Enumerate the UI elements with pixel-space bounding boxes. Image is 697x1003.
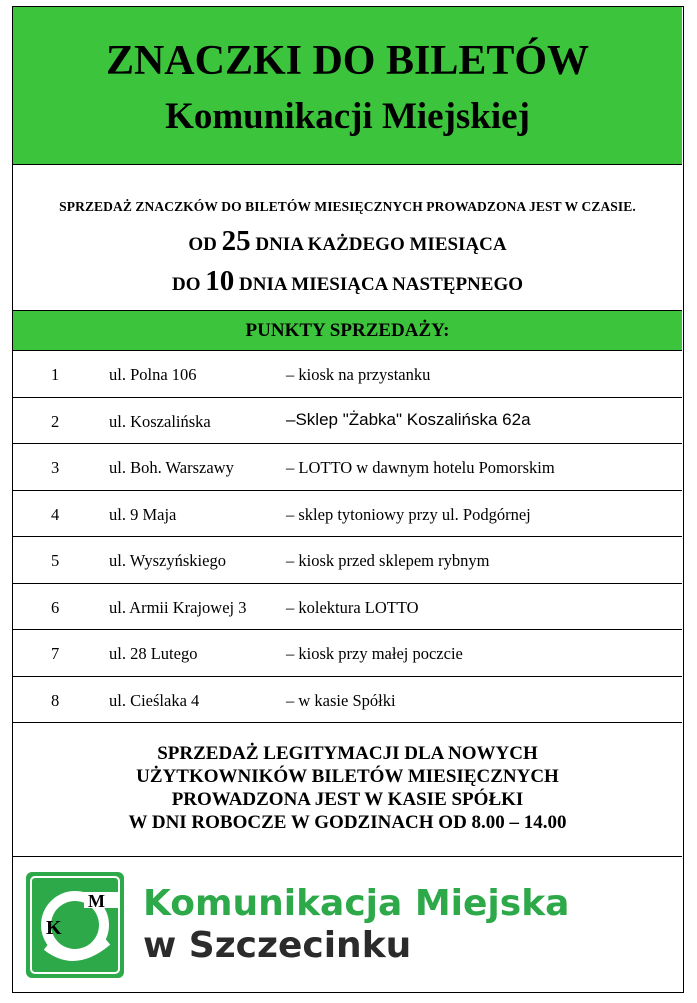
item-street: ul. Wyszyńskiego	[109, 551, 226, 570]
sale-period-intro: SPRZEDAŻ ZNACZKÓW DO BILETÓW MIESIĘCZNYCH PROWADZONA JEST W CZASIE.	[59, 199, 636, 214]
list-item	[13, 677, 682, 724]
from-day: 25	[221, 225, 251, 257]
svg-text:M: M	[88, 891, 105, 911]
list-item	[13, 351, 682, 398]
company-name-line2: w Szczecinku	[143, 925, 412, 966]
footer	[13, 857, 682, 992]
item-description: –Sklep "Żabka" Koszalińska 62a	[286, 409, 531, 429]
notice-line: W DNI ROBOCZE W GODZINACH OD 8.00 – 14.00	[128, 812, 567, 833]
to-day: 10	[205, 265, 235, 297]
sale-period-from	[13, 225, 682, 258]
item-description: – sklep tytoniowy przy ul. Podgórnej	[286, 504, 531, 524]
item-description: – kiosk przed sklepem rybnym	[286, 551, 490, 570]
notice-line: SPRZEDAŻ LEGITYMACJI DLA NOWYCH	[157, 743, 538, 764]
notice-line: UŻYTKOWNIKÓW BILETÓW MIESIĘCZNYCH	[136, 766, 559, 787]
item-number: 5	[51, 551, 60, 570]
item-number: 4	[51, 504, 60, 524]
item-description: – w kasie Spółki	[286, 690, 396, 710]
list-item	[13, 398, 682, 445]
points-of-sale-heading: PUNKTY SPRZEDAŻY:	[13, 311, 682, 351]
item-description: – kiosk na przystanku	[286, 365, 431, 384]
poster-frame	[12, 6, 684, 993]
item-number: 7	[51, 644, 60, 663]
list-item	[13, 491, 682, 538]
id-card-sales-notice	[13, 723, 682, 857]
list-item	[13, 537, 682, 584]
to-suffix: DNIA MIESIĄCA NASTĘPNEGO	[239, 274, 523, 295]
svg-text:K: K	[46, 917, 62, 939]
item-street: ul. Koszalińska	[109, 411, 211, 431]
from-suffix: DNIA KAŻDEGO MIESIĄCA	[255, 234, 507, 255]
item-number: 1	[51, 365, 60, 384]
from-prefix: OD	[188, 234, 217, 255]
points-of-sale-list	[13, 351, 682, 723]
header-band	[13, 7, 682, 165]
list-item	[13, 584, 682, 631]
page-subtitle: Komunikacji Miejskiej	[165, 96, 530, 137]
to-prefix: DO	[172, 274, 201, 295]
item-description: – kolektura LOTTO	[286, 597, 419, 617]
item-street: ul. Cieślaka 4	[109, 690, 200, 710]
page-title: ZNACZKI DO BILETÓW	[105, 38, 590, 84]
sale-period-section	[13, 165, 682, 311]
list-item	[13, 444, 682, 491]
item-number: 8	[51, 690, 60, 710]
company-logo-icon	[26, 872, 124, 978]
item-street: ul. Boh. Warszawy	[109, 458, 234, 477]
company-name-line1: Komunikacja Miejska	[143, 883, 570, 924]
sale-period-to	[13, 265, 682, 298]
item-street: ul. 9 Maja	[109, 504, 177, 524]
item-description: – kiosk przy małej poczcie	[286, 644, 463, 663]
item-number: 6	[51, 597, 60, 617]
list-item	[13, 630, 682, 677]
item-description: – LOTTO w dawnym hotelu Pomorskim	[286, 458, 555, 477]
item-number: 2	[51, 411, 60, 431]
item-street: ul. Polna 106	[109, 365, 197, 384]
item-street: ul. 28 Lutego	[109, 644, 198, 663]
notice-line: PROWADZONA JEST W KASIE SPÓŁKI	[171, 789, 524, 810]
item-street: ul. Armii Krajowej 3	[109, 597, 247, 617]
item-number: 3	[51, 458, 60, 477]
